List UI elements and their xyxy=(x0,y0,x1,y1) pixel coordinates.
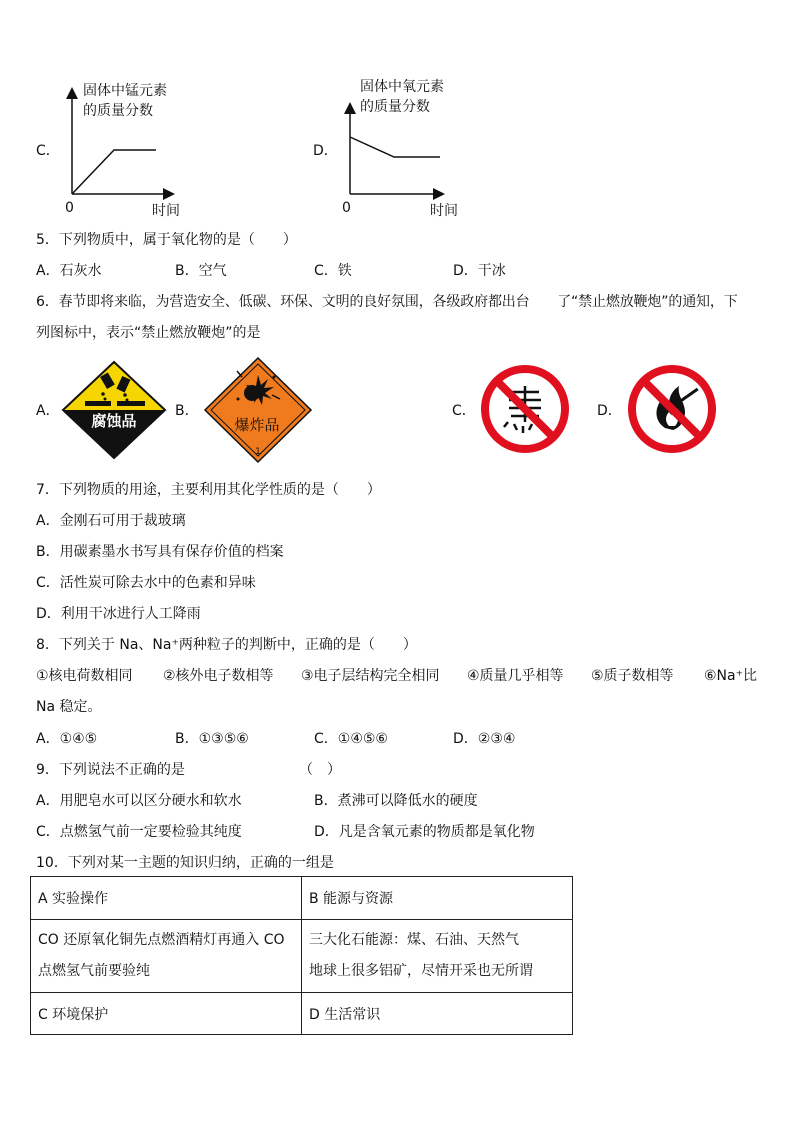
q8-item-2: ②核外电子数相等 xyxy=(163,668,274,684)
q10-cell-d-title: D 生活常识 xyxy=(302,993,573,1035)
no-open-flame-sign-icon xyxy=(625,362,719,456)
q10-table-row xyxy=(31,877,573,920)
q10-cell-b-line-2: 地球上很多铝矿，尽情开采也无所谓 xyxy=(309,963,533,979)
q8-option-b: B．①③⑤⑥ xyxy=(175,731,249,747)
q5-stem: 5．下列物质中，属于氧化物的是（ ） xyxy=(36,232,297,248)
graph-d-ylabel-1: 固体中氧元素 xyxy=(360,79,444,95)
no-firecrackers-sign-icon xyxy=(478,362,572,456)
explosive-sign-icon xyxy=(202,355,314,465)
q8-option-a: A．①④⑤ xyxy=(36,731,98,747)
q8-item-4: ④质量几乎相等 xyxy=(467,668,564,684)
q10-table-row xyxy=(31,993,573,1035)
q9-option-c: C．点燃氢气前一定要检验其纯度 xyxy=(36,824,242,840)
q5-option-d: D．干冰 xyxy=(453,263,506,279)
q8-stem: 8．下列关于 Na、Na⁺两种粒子的判断中，正确的是（ ） xyxy=(36,637,417,653)
graph-d-curve xyxy=(350,137,440,157)
q8-item-5: ⑤质子数相等 xyxy=(591,668,674,684)
q5-option-a: A．石灰水 xyxy=(36,263,102,279)
graph-c-ylabel-1: 固体中锰元素 xyxy=(83,83,167,99)
graph-c-curve xyxy=(72,150,156,194)
q9-option-b: B．煮沸可以降低水的硬度 xyxy=(314,793,478,809)
graph-c-plot xyxy=(60,85,180,200)
q10-cell-c-title: C 环境保护 xyxy=(31,993,302,1035)
q10-cell-b-title: B 能源与资源 xyxy=(302,877,573,920)
q6-option-a: A． xyxy=(36,403,60,419)
q5-option-b: B．空气 xyxy=(175,263,227,279)
q9-option-d: D．凡是含氧元素的物质都是氧化物 xyxy=(314,824,535,840)
q10-cell-a-title: A 实验操作 xyxy=(31,877,302,920)
q10-table-row xyxy=(31,920,573,993)
q6-option-d: D． xyxy=(597,403,622,419)
q5-option-c: C．铁 xyxy=(314,263,352,279)
graph-d-xlabel: 时间 xyxy=(430,203,458,219)
corrosive-sign-icon xyxy=(61,360,167,460)
corrosive-label: 腐蚀品 xyxy=(91,412,137,430)
q8-item-3: ③电子层结构完全相同 xyxy=(301,668,440,684)
q6-option-b: B． xyxy=(175,403,199,419)
q9-option-a: A．用肥皂水可以区分硬水和软水 xyxy=(36,793,242,809)
q7-stem: 7．下列物质的用途，主要利用其化学性质的是（ ） xyxy=(36,482,381,498)
q8-item-1: ①核电荷数相同 xyxy=(36,668,133,684)
q6-option-c: C． xyxy=(452,403,476,419)
graph-c-ylabel-2: 的质量分数 xyxy=(83,103,153,119)
q10-stem: 10．下列对某一主题的知识归纳，正确的一组是 xyxy=(36,855,334,871)
graph-d-origin: 0 xyxy=(342,200,351,216)
q7-option-b: B．用碳素墨水书写具有保存价值的档案 xyxy=(36,544,284,560)
graph-c-origin: 0 xyxy=(65,200,74,216)
q8-option-d: D．②③④ xyxy=(453,731,516,747)
q10-cell-a-line-2: 点燃氢气前要验纯 xyxy=(38,963,150,979)
q7-option-c: C．活性炭可除去水中的色素和异味 xyxy=(36,575,256,591)
q6-stem-1: 6．春节即将来临，为营造安全、低碳、环保、文明的良好氛围，各级政府都出台 了“禁止燃放鞭炮”的通知，下 xyxy=(36,294,738,310)
explosive-label: 爆炸品 xyxy=(234,416,280,434)
q10-cell-b-content xyxy=(302,920,573,993)
q10-table xyxy=(30,876,573,1035)
q7-option-d: D．利用干冰进行人工降雨 xyxy=(36,606,201,622)
q8-item-6-cont: Na 稳定。 xyxy=(36,699,102,715)
option-label-c: C． xyxy=(36,143,60,159)
q10-cell-a-line-1: CO 还原氧化铜先点燃酒精灯再通入 CO xyxy=(38,932,285,948)
q10-cell-a-content xyxy=(31,920,302,993)
graph-c-xlabel: 时间 xyxy=(152,203,180,219)
graph-d-ylabel-2: 的质量分数 xyxy=(360,99,430,115)
q8-option-c: C．①④⑤⑥ xyxy=(314,731,388,747)
q8-item-6: ⑥Na⁺比 xyxy=(704,668,757,684)
option-label-d: D． xyxy=(313,143,338,159)
graph-d-plot xyxy=(338,85,448,200)
q9-bracket: （ ） xyxy=(299,762,341,778)
q9-stem: 9．下列说法不正确的是 xyxy=(36,762,185,778)
q7-option-a: A．金刚石可用于裁玻璃 xyxy=(36,513,186,529)
q6-stem-2: 列图标中，表示“禁止燃放鞭炮”的是 xyxy=(36,325,261,341)
q10-cell-b-line-1: 三大化石能源：煤、石油、天然气 xyxy=(309,932,519,948)
explosive-number: 1 xyxy=(255,447,261,457)
